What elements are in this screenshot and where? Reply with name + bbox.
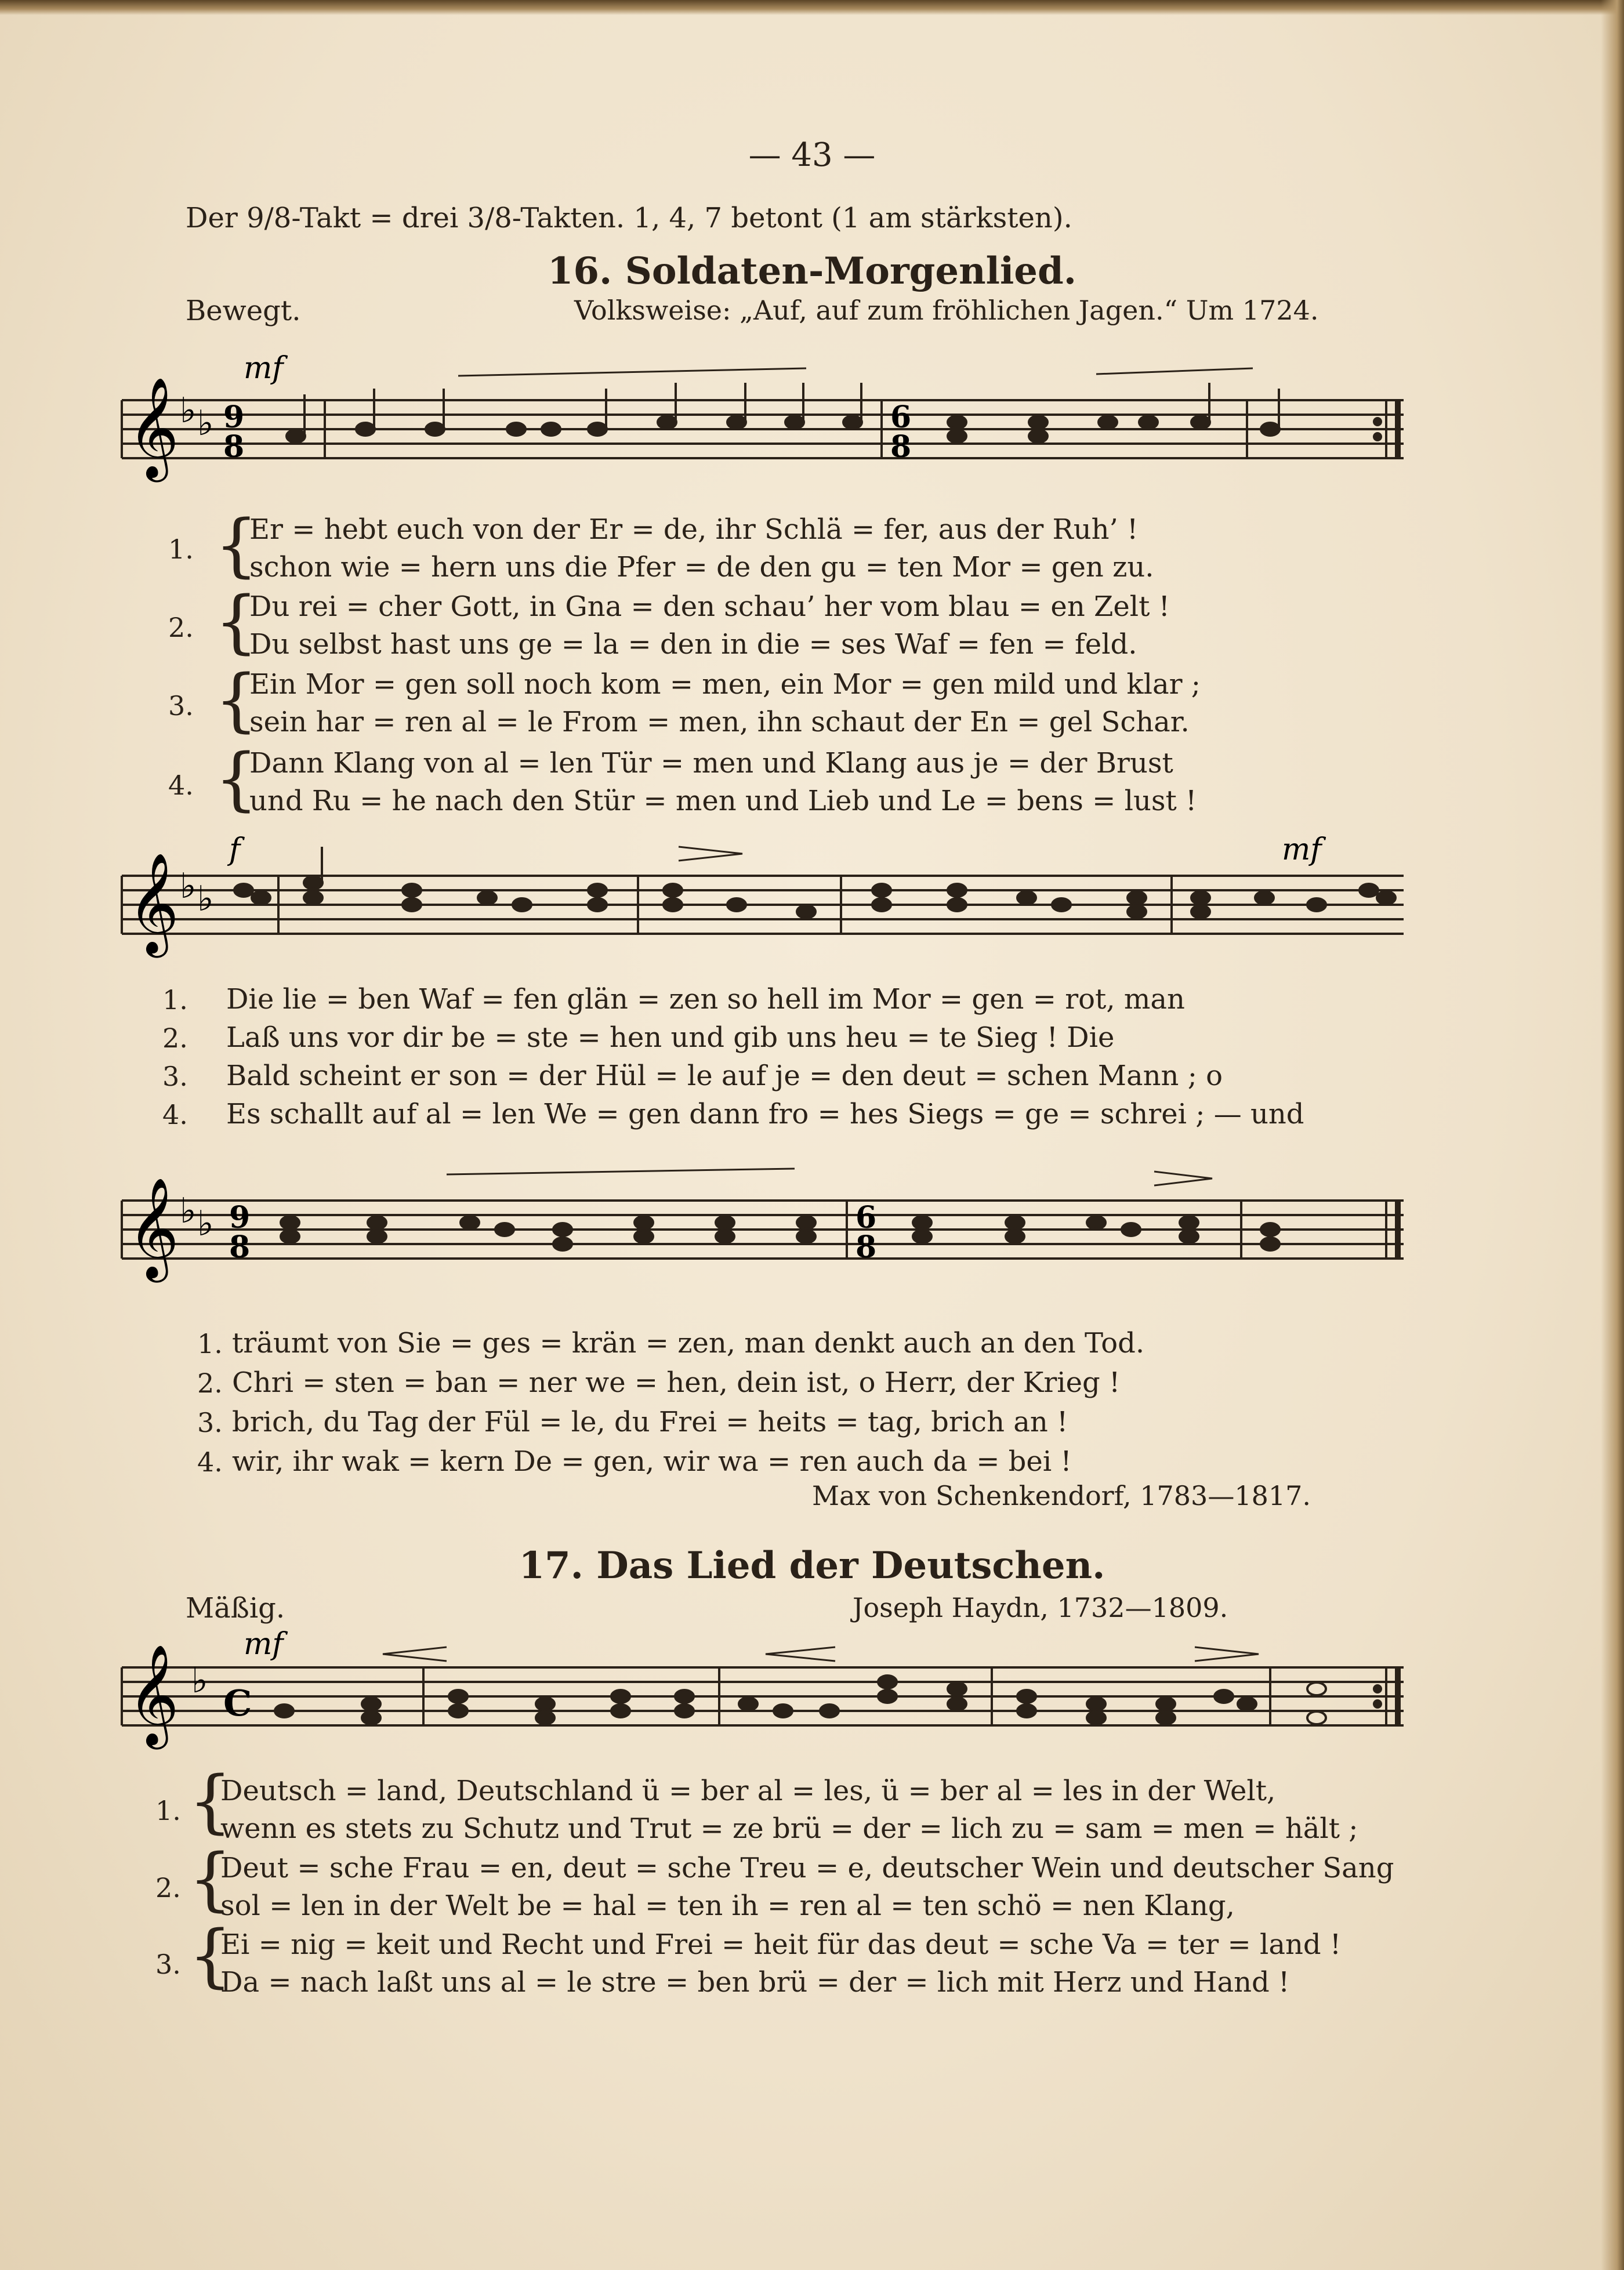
lyric-line: Bald scheint er son = der Hül = le auf je = den deut = schen Mann ; o: [226, 1060, 1223, 1092]
treble-clef: 𝄞: [128, 1177, 179, 1278]
lyric-line: Deut = sche Frau = en, deut = sche Treu = e, deutscher Wein und deutscher Sang: [220, 1852, 1394, 1884]
meter-note: Der 9/8-Takt = drei 3/8-Takten. 1, 4, 7 betont (1 am stärksten).: [186, 202, 1072, 234]
brace: {: [215, 505, 259, 585]
time-sig-bottom: 8: [223, 429, 245, 465]
verse-number: 2.: [155, 1872, 181, 1903]
verse-number: 1.: [197, 1328, 223, 1359]
song16-author: Max von Schenkendorf, 1783—1817.: [812, 1480, 1311, 1511]
verse-number: 4.: [162, 1099, 188, 1130]
song16-title: 16. Soldaten-Morgenlied.: [547, 249, 1077, 293]
dynamic-f: f: [229, 832, 241, 867]
verse-number: 1.: [155, 1795, 181, 1826]
lyric-line: wir, ihr wak = kern De = gen, wir wa = ren auch da = bei !: [232, 1445, 1072, 1478]
hairpins: [447, 1169, 1212, 1185]
song17-tempo: Mäßig.: [186, 1592, 285, 1624]
time-sig-common: C: [223, 1682, 252, 1724]
brace: {: [188, 1839, 233, 1919]
lyric-line: Deutsch = land, Deutschland ü = ber al = les, ü = ber al = les in der Welt,: [220, 1775, 1276, 1807]
time-sig-top: 6: [890, 400, 912, 435]
time-sig-bottom: 8: [890, 429, 912, 465]
staff-1: [110, 348, 1421, 499]
staff-4: [110, 1624, 1421, 1763]
flat-sign: ♭: [191, 1660, 208, 1701]
staff-2: [110, 824, 1421, 974]
flat-sign: ♭: [180, 866, 197, 906]
lyric-line: Die lie = ben Waf = fen glän = zen so hell im Mor = gen = rot, man: [226, 983, 1185, 1016]
lyric-line: Es schallt auf al = len We = gen dann fro = hes Siegs = ge = schrei ; — und: [226, 1098, 1304, 1130]
brace: {: [215, 659, 259, 739]
lyric-line: Da = nach laßt uns al = le stre = ben brü = der = lich mit Herz und Hand !: [220, 1966, 1290, 1999]
time-sig-top: 9: [229, 1200, 251, 1235]
verse-number: 3.: [155, 1949, 181, 1980]
notes: [287, 383, 1381, 443]
verse-number: 3.: [197, 1407, 223, 1438]
brace: {: [188, 1915, 233, 1995]
treble-clef: 𝄞: [128, 1644, 179, 1745]
lyric-line: Laß uns vor dir be = ste = hen und gib uns heu = te Sieg ! Die: [226, 1021, 1115, 1054]
time-sig-bottom: 8: [855, 1230, 877, 1265]
flat-sign: ♭: [197, 1203, 214, 1244]
lyric-line: Dann Klang von al = len Tür = men und Klang aus je = der Brust: [249, 747, 1173, 779]
verse-number: 1.: [168, 534, 194, 565]
flat-sign: ♭: [180, 1191, 197, 1231]
lyric-line: sein har = ren al = le From = men, ihn schaut der En = gel Schar.: [249, 706, 1190, 738]
page-top-edge: [0, 0, 1624, 15]
lyric-line: sol = len in der Welt be = hal = ten ih = ren al = ten schö = nen Klang,: [220, 1890, 1235, 1922]
lyric-line: brich, du Tag der Fül = le, du Frei = heits = tag, brich an !: [232, 1406, 1068, 1438]
lyric-line: träumt von Sie = ges = krän = zen, man denkt auch an den Tod.: [232, 1327, 1145, 1359]
lyric-line: schon wie = hern uns die Pfer = de den gu = ten Mor = gen zu.: [249, 551, 1154, 583]
dynamic-mf: mf: [244, 1627, 284, 1662]
verse-number: 1.: [162, 984, 188, 1016]
flat-sign: ♭: [197, 879, 214, 919]
song17-composer: Joseph Haydn, 1732—1809.: [853, 1592, 1228, 1623]
verse-number: 3.: [162, 1061, 188, 1092]
song17-title: 17. Das Lied der Deutschen.: [519, 1544, 1105, 1587]
brace: {: [188, 1761, 233, 1841]
lyric-line: Ei = nig = keit und Recht und Frei = heit für das deut = sche Va = ter = land !: [220, 1928, 1342, 1961]
lyric-line: Du selbst hast uns ge = la = den in die = ses Waf = fen = feld.: [249, 628, 1137, 661]
hairpins: [679, 847, 742, 861]
notes: [234, 847, 1395, 918]
notes: [281, 1216, 1279, 1250]
lyric-line: Chri = sten = ban = ner we = hen, dein ist, o Herr, der Krieg !: [232, 1366, 1121, 1399]
hairpins: [458, 368, 1253, 376]
page-number: — 43 —: [748, 136, 876, 174]
lyric-line: und Ru = he nach den Stür = men und Lieb und Le = bens = lust !: [249, 785, 1197, 817]
verse-number: 2.: [197, 1368, 223, 1399]
treble-clef: 𝄞: [128, 853, 179, 953]
lyric-line: wenn es stets zu Schutz und Trut = ze brü = der = lich zu = sam = men = hält ;: [220, 1812, 1358, 1845]
time-sig-top: 9: [223, 400, 245, 435]
hairpins: [383, 1647, 1259, 1661]
verse-number: 2.: [162, 1022, 188, 1054]
song16-source: Volksweise: „Auf, auf zum fröhlichen Jagen.“ Um 1724.: [574, 295, 1319, 326]
page-right-edge: [1601, 0, 1624, 2270]
staff-3: [110, 1160, 1421, 1299]
time-sig-bottom: 8: [229, 1230, 251, 1265]
verse-number: 3.: [168, 690, 194, 721]
dynamic-mf: mf: [244, 351, 284, 386]
brace: {: [215, 581, 259, 661]
flat-sign: ♭: [180, 390, 197, 431]
lyric-line: Er = hebt euch von der Er = de, ihr Schlä = fer, aus der Ruh’ !: [249, 513, 1139, 546]
verse-number: 4.: [197, 1446, 223, 1478]
dynamic-mf: mf: [1282, 832, 1322, 867]
lyric-line: Ein Mor = gen soll noch kom = men, ein Mor = gen mild und klar ;: [249, 668, 1201, 701]
flat-sign: ♭: [197, 403, 214, 444]
verse-number: 4.: [168, 770, 194, 801]
treble-clef: 𝄞: [128, 377, 179, 478]
lyric-line: Du rei = cher Gott, in Gna = den schau’ her vom blau = en Zelt !: [249, 590, 1170, 623]
verse-number: 2.: [168, 612, 194, 643]
time-sig-top: 6: [855, 1200, 877, 1235]
brace: {: [215, 738, 259, 818]
song16-tempo: Bewegt.: [186, 295, 301, 327]
